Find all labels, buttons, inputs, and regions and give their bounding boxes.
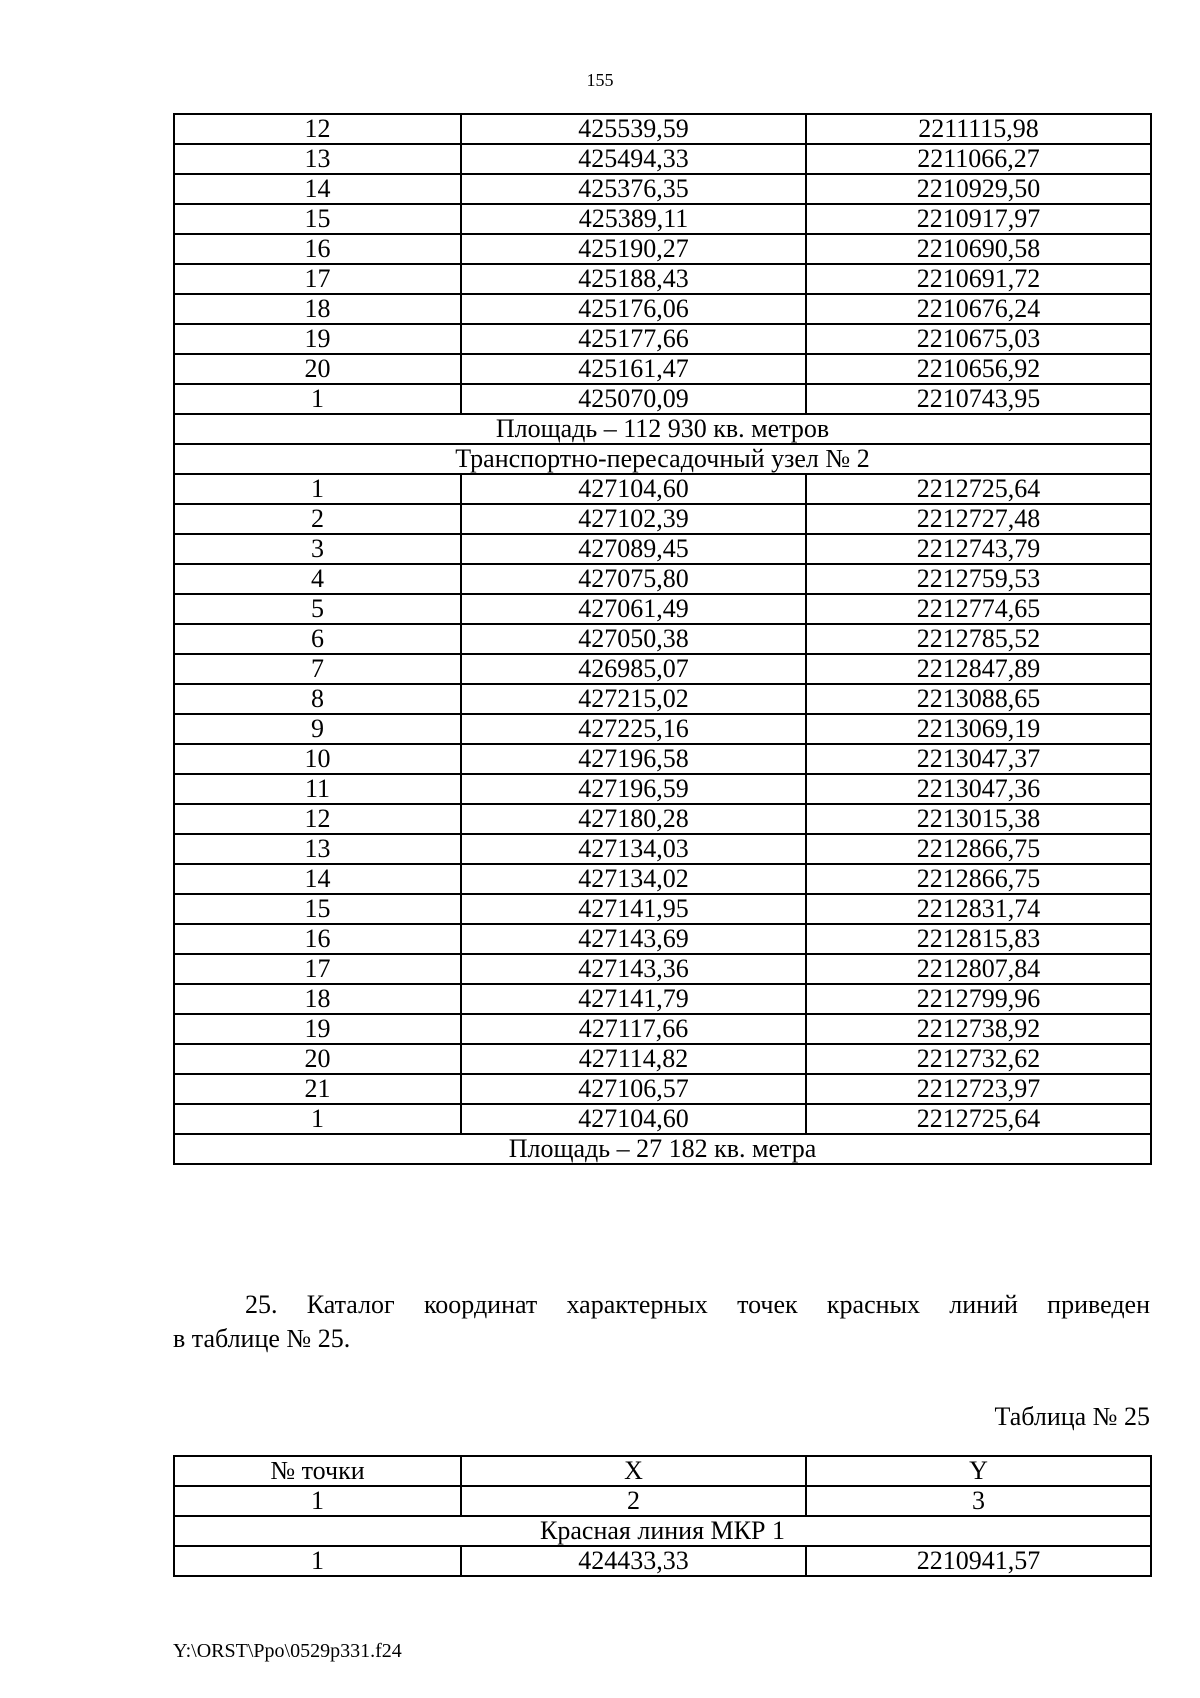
- x-cell: 427180,28: [461, 804, 806, 834]
- table-row: [174, 954, 1151, 984]
- x-cell: 427141,95: [461, 894, 806, 924]
- y-cell: 2212785,52: [806, 624, 1151, 654]
- x-cell: 427196,59: [461, 774, 806, 804]
- area-summary: Площадь – 112 930 кв. метров: [174, 414, 1151, 444]
- y-cell: 2212743,79: [806, 534, 1151, 564]
- point-number-cell: 18: [174, 294, 461, 324]
- x-cell: 425376,35: [461, 174, 806, 204]
- table-row: [174, 384, 1151, 414]
- x-cell: 427061,49: [461, 594, 806, 624]
- point-number-cell: 19: [174, 324, 461, 354]
- table-row: [174, 144, 1151, 174]
- x-cell: 427143,36: [461, 954, 806, 984]
- point-number-cell: 17: [174, 954, 461, 984]
- table-row: [174, 264, 1151, 294]
- point-number-cell: 20: [174, 1044, 461, 1074]
- x-cell: 425190,27: [461, 234, 806, 264]
- point-number-cell: 6: [174, 624, 461, 654]
- table-row: [174, 774, 1151, 804]
- x-cell: 425389,11: [461, 204, 806, 234]
- y-cell: 2210690,58: [806, 234, 1151, 264]
- point-number-cell: 2: [174, 504, 461, 534]
- y-cell: 2212759,53: [806, 564, 1151, 594]
- point-number-cell: 13: [174, 834, 461, 864]
- numbering-row: [174, 1486, 1151, 1516]
- table-row: [174, 1074, 1151, 1104]
- x-cell: 425070,09: [461, 384, 806, 414]
- point-number-cell: 13: [174, 144, 461, 174]
- section-row: [174, 1516, 1151, 1546]
- point-number-cell: 10: [174, 744, 461, 774]
- x-cell: 425539,59: [461, 114, 806, 144]
- table-row: [174, 1044, 1151, 1074]
- point-number-cell: 3: [174, 534, 461, 564]
- y-cell: 2212725,64: [806, 1104, 1151, 1134]
- table-row: [174, 354, 1151, 384]
- point-number-cell: 9: [174, 714, 461, 744]
- header-point-number: № точки: [174, 1456, 461, 1486]
- table-row: [174, 114, 1151, 144]
- x-cell: 427104,60: [461, 1104, 806, 1134]
- table-row: [174, 804, 1151, 834]
- point-number-cell: 17: [174, 264, 461, 294]
- y-cell: 2213069,19: [806, 714, 1151, 744]
- y-cell: 2212815,83: [806, 924, 1151, 954]
- x-cell: 427104,60: [461, 474, 806, 504]
- table-caption: Таблица № 25: [994, 1402, 1150, 1431]
- table-row: [174, 504, 1151, 534]
- x-cell: 427117,66: [461, 1014, 806, 1044]
- point-number-cell: 15: [174, 204, 461, 234]
- table-row: [174, 564, 1151, 594]
- point-number-cell: 16: [174, 234, 461, 264]
- y-cell: 2211115,98: [806, 114, 1151, 144]
- x-cell: 427106,57: [461, 1074, 806, 1104]
- y-cell: 2212723,97: [806, 1074, 1151, 1104]
- x-cell: 427134,03: [461, 834, 806, 864]
- y-cell: 2212866,75: [806, 834, 1151, 864]
- x-cell: 427225,16: [461, 714, 806, 744]
- x-cell: 427050,38: [461, 624, 806, 654]
- numbering-cell: 3: [806, 1486, 1151, 1516]
- x-cell: 427089,45: [461, 534, 806, 564]
- point-number-cell: 8: [174, 684, 461, 714]
- table-row: [174, 1014, 1151, 1044]
- table-row: [174, 534, 1151, 564]
- table-row: [174, 864, 1151, 894]
- y-cell: 2211066,27: [806, 144, 1151, 174]
- coordinates-table-continued: [173, 113, 1152, 1165]
- paragraph-line-1: 25. Каталог координат характерных точек красных линий приведен: [245, 1290, 1150, 1319]
- table-row: [174, 1546, 1151, 1576]
- header-y: Y: [806, 1456, 1151, 1486]
- point-number-cell: 21: [174, 1074, 461, 1104]
- y-cell: 2210743,95: [806, 384, 1151, 414]
- x-cell: 424433,33: [461, 1546, 806, 1576]
- table-row: [174, 234, 1151, 264]
- point-number-cell: 1: [174, 384, 461, 414]
- y-cell: 2213088,65: [806, 684, 1151, 714]
- x-cell: 425161,47: [461, 354, 806, 384]
- x-cell: 425176,06: [461, 294, 806, 324]
- table-row: [174, 834, 1151, 864]
- y-cell: 2213047,37: [806, 744, 1151, 774]
- x-cell: 427134,02: [461, 864, 806, 894]
- point-number-cell: 12: [174, 804, 461, 834]
- file-path-footer: Y:\ORST\Ppo\0529p331.f24: [173, 1640, 402, 1662]
- point-number-cell: 18: [174, 984, 461, 1014]
- y-cell: 2210656,92: [806, 354, 1151, 384]
- point-number-cell: 12: [174, 114, 461, 144]
- y-cell: 2212725,64: [806, 474, 1151, 504]
- x-cell: 426985,07: [461, 654, 806, 684]
- section-title-row: [174, 444, 1151, 474]
- y-cell: 2212847,89: [806, 654, 1151, 684]
- table-25: [173, 1455, 1152, 1577]
- point-number-cell: 1: [174, 1546, 461, 1576]
- header-x: X: [461, 1456, 806, 1486]
- y-cell: 2210917,97: [806, 204, 1151, 234]
- y-cell: 2212799,96: [806, 984, 1151, 1014]
- y-cell: 2212831,74: [806, 894, 1151, 924]
- table-row: [174, 594, 1151, 624]
- section-title: Транспортно-пересадочный узел № 2: [174, 444, 1151, 474]
- x-cell: 427215,02: [461, 684, 806, 714]
- paragraph-25: [173, 1288, 1150, 1356]
- point-number-cell: 15: [174, 894, 461, 924]
- point-number-cell: 11: [174, 774, 461, 804]
- table-row: [174, 294, 1151, 324]
- table-row: [174, 714, 1151, 744]
- y-cell: 2213015,38: [806, 804, 1151, 834]
- header-row: [174, 1456, 1151, 1486]
- point-number-cell: 1: [174, 1104, 461, 1134]
- y-cell: 2212727,48: [806, 504, 1151, 534]
- point-number-cell: 14: [174, 864, 461, 894]
- x-cell: 427141,79: [461, 984, 806, 1014]
- table-row: [174, 624, 1151, 654]
- x-cell: 425494,33: [461, 144, 806, 174]
- area-summary-row: [174, 1134, 1151, 1164]
- point-number-cell: 1: [174, 474, 461, 504]
- y-cell: 2212732,62: [806, 1044, 1151, 1074]
- table-row: [174, 474, 1151, 504]
- x-cell: 427143,69: [461, 924, 806, 954]
- area-summary-row: [174, 414, 1151, 444]
- table-row: [174, 684, 1151, 714]
- section-title: Красная линия МКР 1: [174, 1516, 1151, 1546]
- y-cell: 2210929,50: [806, 174, 1151, 204]
- table-row: [174, 744, 1151, 774]
- x-cell: 427102,39: [461, 504, 806, 534]
- x-cell: 427196,58: [461, 744, 806, 774]
- table-row: [174, 654, 1151, 684]
- y-cell: 2210675,03: [806, 324, 1151, 354]
- table-row: [174, 324, 1151, 354]
- table-row: [174, 204, 1151, 234]
- table-row: [174, 894, 1151, 924]
- y-cell: 2212866,75: [806, 864, 1151, 894]
- table-row: [174, 924, 1151, 954]
- point-number-cell: 19: [174, 1014, 461, 1044]
- point-number-cell: 5: [174, 594, 461, 624]
- point-number-cell: 4: [174, 564, 461, 594]
- x-cell: 427114,82: [461, 1044, 806, 1074]
- area-summary: Площадь – 27 182 кв. метра: [174, 1134, 1151, 1164]
- table-row: [174, 984, 1151, 1014]
- y-cell: 2212807,84: [806, 954, 1151, 984]
- point-number-cell: 7: [174, 654, 461, 684]
- numbering-cell: 1: [174, 1486, 461, 1516]
- table-row: [174, 174, 1151, 204]
- y-cell: 2212738,92: [806, 1014, 1151, 1044]
- y-cell: 2210676,24: [806, 294, 1151, 324]
- y-cell: 2212774,65: [806, 594, 1151, 624]
- y-cell: 2210941,57: [806, 1546, 1151, 1576]
- point-number-cell: 14: [174, 174, 461, 204]
- numbering-cell: 2: [461, 1486, 806, 1516]
- x-cell: 427075,80: [461, 564, 806, 594]
- page-number: 155: [586, 70, 614, 90]
- point-number-cell: 20: [174, 354, 461, 384]
- point-number-cell: 16: [174, 924, 461, 954]
- paragraph-line-2: в таблице № 25.: [173, 1324, 351, 1353]
- y-cell: 2213047,36: [806, 774, 1151, 804]
- x-cell: 425177,66: [461, 324, 806, 354]
- table-row: [174, 1104, 1151, 1134]
- y-cell: 2210691,72: [806, 264, 1151, 294]
- x-cell: 425188,43: [461, 264, 806, 294]
